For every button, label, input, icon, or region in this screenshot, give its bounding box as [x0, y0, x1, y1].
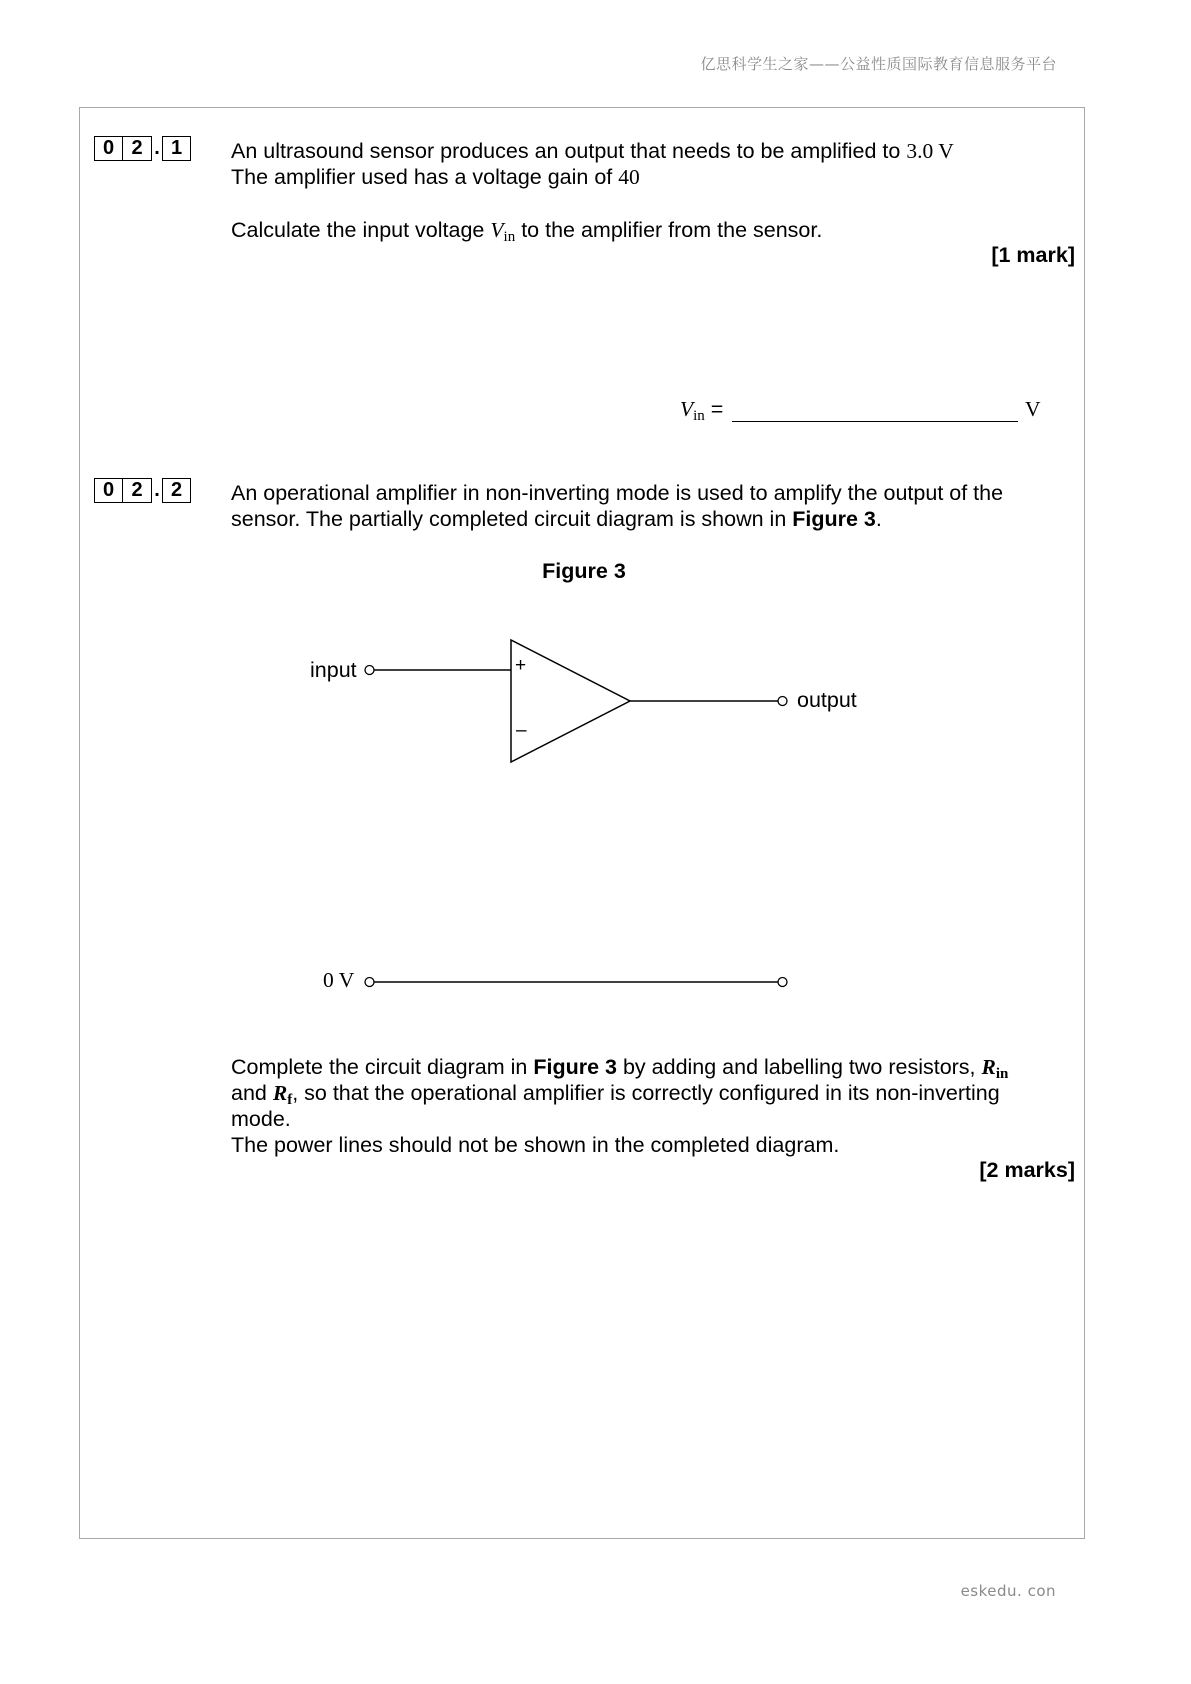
qnum-digit: 0	[94, 136, 123, 161]
var-v-sub: in	[503, 229, 516, 245]
q2-instr-line2	[231, 1080, 1000, 1109]
qnum-digit: 2	[123, 136, 152, 161]
q2-instr2-pre: and	[231, 1081, 267, 1105]
ground-right-terminal	[778, 978, 787, 987]
output-terminal	[778, 697, 787, 706]
q2-instr-line1	[231, 1054, 1008, 1083]
qnum-separator: .	[154, 137, 160, 159]
qnum-digit: 2	[162, 478, 191, 503]
answer-equals: =	[710, 397, 724, 421]
rin-symbol: R	[981, 1055, 996, 1079]
q2-instr1-figure-ref: Figure 3	[533, 1055, 617, 1079]
q1-gain-value: 40	[618, 165, 640, 189]
minus-sign: –	[516, 720, 527, 741]
ground-label: 0 V	[323, 968, 355, 992]
q1-line3-pre: Calculate the input voltage	[231, 218, 485, 242]
q2-instr-line4: The power lines should not be shown in the completed diagram.	[231, 1133, 840, 1157]
answer-var-v: V	[680, 397, 694, 421]
q1-line1-text: An ultrasound sensor produces an output that needs to be amplified to	[231, 139, 901, 163]
q1-marks: [1 mark]	[991, 243, 1075, 267]
q2-instr2-post: , so that the operational amplifier is correctly configured in its non-inverting	[292, 1081, 1000, 1105]
qnum-digit: 0	[94, 478, 123, 503]
q2-line2-pre: sensor. The partially completed circuit diagram is shown in	[231, 507, 787, 531]
q2-marks: [2 marks]	[979, 1158, 1075, 1182]
q1-target-voltage: 3.0 V	[906, 139, 954, 163]
header-site: 亿思科学生之家——公益性质国际教育信息服务平台	[700, 55, 1057, 73]
q2-instr1-post: by adding and labelling two resistors,	[622, 1055, 976, 1079]
op-amp-triangle	[511, 640, 630, 762]
qnum-digit: 2	[123, 478, 152, 503]
q2-line1: An operational amplifier in non-inverting mode is used to amplify the output of the	[231, 481, 1004, 505]
figure-title: Figure 3	[542, 559, 626, 583]
plus-sign: +	[515, 655, 527, 676]
q1-line3-post: to the amplifier from the sensor.	[521, 218, 823, 242]
q2-figure-ref: Figure 3	[792, 507, 876, 531]
qnum-digit: 1	[162, 136, 191, 161]
rin-sub: in	[995, 1066, 1009, 1082]
q2-line2-post: .	[875, 507, 882, 531]
ground-left-terminal	[365, 978, 374, 987]
rf-sub: f	[287, 1092, 293, 1108]
rf-symbol: R	[272, 1081, 288, 1105]
footer-url: eskedu. con	[960, 1582, 1056, 1600]
answer-unit: V	[1025, 397, 1041, 421]
output-label: output	[797, 688, 857, 712]
input-label: input	[310, 658, 357, 682]
q2-instr1-pre: Complete the circuit diagram in	[231, 1055, 528, 1079]
q1-line2-text: The amplifier used has a voltage gain of	[231, 165, 613, 189]
q2-instr-line3: mode.	[231, 1107, 291, 1131]
input-terminal	[365, 666, 374, 675]
var-v: V	[490, 218, 504, 242]
qnum-separator: .	[154, 479, 160, 501]
answer-var-sub: in	[693, 408, 705, 424]
